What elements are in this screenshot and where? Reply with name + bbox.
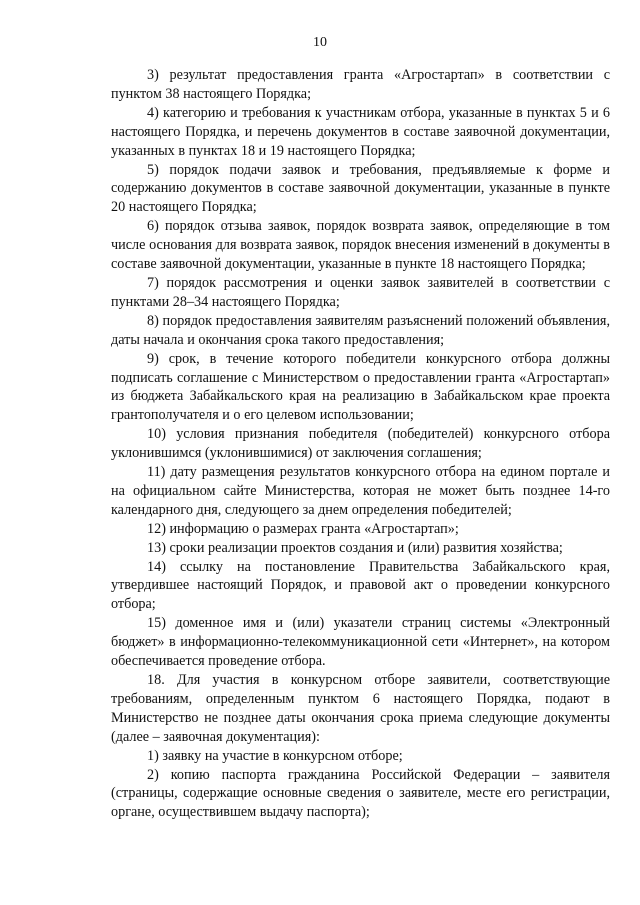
- paragraph-doc-1: 1) заявку на участие в конкурсном отборе;: [147, 747, 403, 764]
- paragraph-item-14: 14) ссылку на постановление Правительства Забайкальского края, утвердившее настоящий Порядок, и правовой акт о проведении конкурсного отбора;: [111, 558, 610, 613]
- paragraph-item-9: 9) срок, в течение которого победители конкурсного отбора должны подписать соглашение с Министерством о предоставлении гранта «Агростартап» из бюджета Забайкальского края на реализацию в Забайкальском крае проекта грантополучателя и о его целевом использовании;: [111, 350, 610, 424]
- paragraph-item-10: 10) условия признания победителя (победителей) конкурсного отбора уклонившимся (уклонившимися) от заключения соглашения;: [111, 426, 610, 462]
- paragraph-item-8: 8) порядок предоставления заявителям разъяснений положений объявления, даты начала и окончания срока такого предоставления;: [111, 312, 610, 348]
- paragraph-item-4: 4) категорию и требования к участникам отбора, указанные в пунктах 5 и 6 настоящего Порядка, и перечень документов в составе заявочной документации, указанных в пунктах 18 и 19 настоящего Порядка;: [111, 104, 610, 159]
- paragraph-item-13: 13) сроки реализации проектов создания и (или) развития хозяйства;: [147, 539, 563, 556]
- paragraph-item-12: 12) информацию о размерах гранта «Агростартап»;: [147, 520, 459, 537]
- paragraph-item-5: 5) порядок подачи заявок и требования, предъявляемые к форме и содержанию документов в составе заявочной документации, указанные в пункте 20 настоящего Порядка;: [111, 161, 610, 216]
- paragraph-item-6: 6) порядок отзыва заявок, порядок возврата заявок, определяющие в том числе основания для возврата заявок, порядок внесения изменений в документы в составе заявочной документации, указанные в пункте 18 настоящего Порядка;: [111, 218, 610, 273]
- paragraph-point-18: 18. Для участия в конкурсном отборе заявители, соответствующие требованиям, определенным пунктом 6 настоящего Порядка, подают в Министерство не позднее даты окончания срока приема следующие документы (далее – заявочная документация):: [111, 672, 610, 745]
- paragraph-item-3: 3) результат предоставления гранта «Агростартап» в соответствии с пунктом 38 настоящего Порядка;: [111, 67, 610, 102]
- page-number: 10: [313, 35, 327, 50]
- document-body: [111, 66, 610, 822]
- paragraph-doc-2: 2) копию паспорта гражданина Российской Федерации – заявителя (страницы, содержащие основные сведения о заявителе, месте его регистрации, органе, осуществившем выдачу паспорта);: [111, 766, 610, 821]
- paragraph-item-7: 7) порядок рассмотрения и оценки заявок заявителей в соответствии с пунктами 28–34 настоящего Порядка;: [111, 274, 610, 310]
- paragraph-item-11: 11) дату размещения результатов конкурсного отбора на едином портале и на официальном сайте Министерства, которая не может быть позднее 14-го календарного дня, следующего за днем определения победителей;: [111, 464, 610, 518]
- paragraph-item-15: 15) доменное имя и (или) указатели страниц системы «Электронный бюджет» в информационно-телекоммуникационной сети «Интернет», на котором обеспечивается проведение отбора.: [111, 615, 610, 670]
